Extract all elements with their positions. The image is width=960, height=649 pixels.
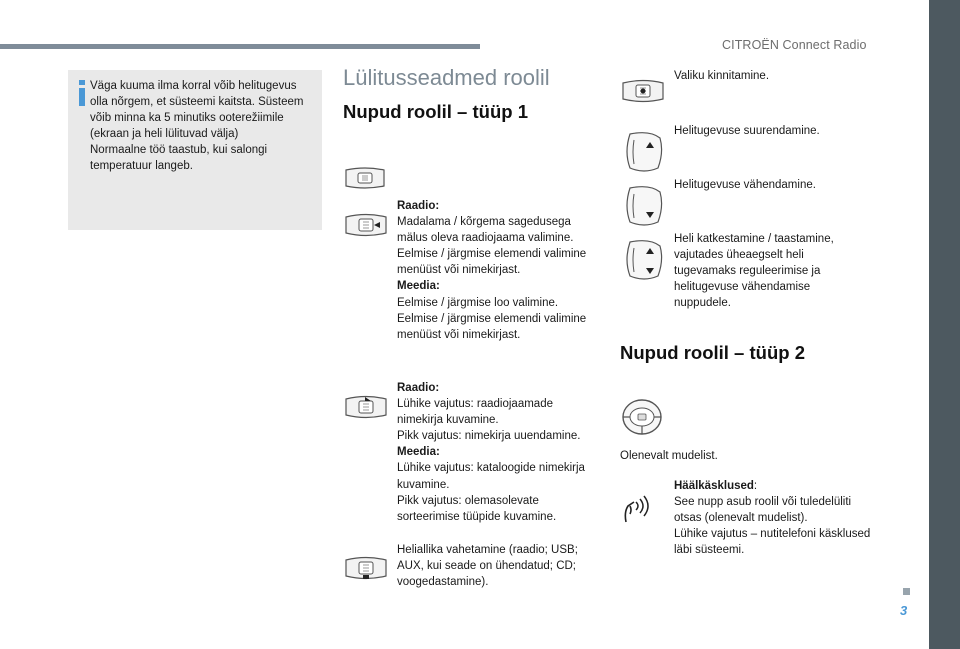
type1-item-1 xyxy=(397,198,597,343)
voice-command-text: See nupp asub roolil või tuledelüliti otsas (olenevalt mudelist). Lühike vajutus – nutitelefoni käsklused läbi süsteemi. xyxy=(674,496,871,557)
end-marker xyxy=(903,588,910,595)
steering-control-press-icon xyxy=(343,394,389,420)
type1-item-3: Heliallika vahetamine (raadio; USB; AUX, kui seade on ühendatud; CD; voogedastamine). xyxy=(397,544,578,589)
voice-command-icon xyxy=(620,492,650,524)
right-item-4: Heli katkestamine / taastamine, vajutades üheaegselt heli tugevamaks reguleerimise ja helitugevuse vähendamise nuppudele. xyxy=(674,233,834,310)
steering-wheel-icon xyxy=(620,397,664,437)
right-item-2: Helitugevuse suurendamine. xyxy=(674,125,820,137)
radio-text: Lühike vajutus: raadiojaamade nimekirja kuvamine. Pikk vajutus: nimekirja uuendamine. xyxy=(397,398,581,443)
mute-wheel-icon xyxy=(620,236,666,284)
media-text: Eelmise / järgmise loo valimine. Eelmise / järgmise elemendi valimine menüüst või nimekirjast. xyxy=(397,296,587,341)
type2-intro: Olenevalt mudelist. xyxy=(620,450,718,462)
header-rule xyxy=(0,44,480,49)
voice-command-block xyxy=(674,478,874,558)
steering-control-arrows-icon xyxy=(343,212,389,238)
right-item-1: Valiku kinnitamine. xyxy=(674,70,770,82)
media-text: Lühike vajutus: kataloogide nimekirja kuvamine. Pikk vajutus: olemasolevate sorteerimise tüüpide kuvamine. xyxy=(397,462,585,523)
right-item-3: Helitugevuse vähendamine. xyxy=(674,179,816,191)
section-title: Lülitusseadmed roolil xyxy=(343,65,550,90)
media-label: Meedia: xyxy=(397,280,440,293)
steering-control-source-icon xyxy=(343,555,389,581)
radio-label: Raadio: xyxy=(397,200,440,212)
voice-command-colon: : xyxy=(753,480,758,492)
type1-item-2 xyxy=(397,380,602,525)
volume-up-wheel-icon xyxy=(620,128,666,176)
side-band xyxy=(929,0,960,649)
volume-down-wheel-icon xyxy=(620,182,666,230)
info-icon xyxy=(79,80,85,106)
steering-control-confirm-icon xyxy=(620,78,666,104)
page-number: 3 xyxy=(900,603,908,618)
radio-label: Raadio: xyxy=(397,382,440,394)
type2-title: Nupud roolil – tüüp 2 xyxy=(620,342,805,363)
steering-control-icon xyxy=(343,166,387,190)
radio-text: Madalama / kõrgema sagedusega mälus oleva raadiojaama valimine. Eelmise / järgmise elemendi valimine menüüst või nimekirjast. xyxy=(397,216,587,277)
voice-command-label: Häälkäsklused xyxy=(674,480,754,492)
media-label: Meedia: xyxy=(397,446,440,459)
info-note xyxy=(68,70,322,230)
info-note-text: Väga kuuma ilma korral võib helitugevus olla nõrgem, et süsteemi kaitsta. Süsteem võib minna ka 5 minutiks ooterežiimile (ekraan ja heli lülituvad välja) Normaalne töö taastub, kui salongi temperatuur langeb. xyxy=(90,80,304,173)
type1-title: Nupud roolil – tüüp 1 xyxy=(343,101,528,122)
brand-title: CITROËN Connect Radio xyxy=(722,38,867,52)
